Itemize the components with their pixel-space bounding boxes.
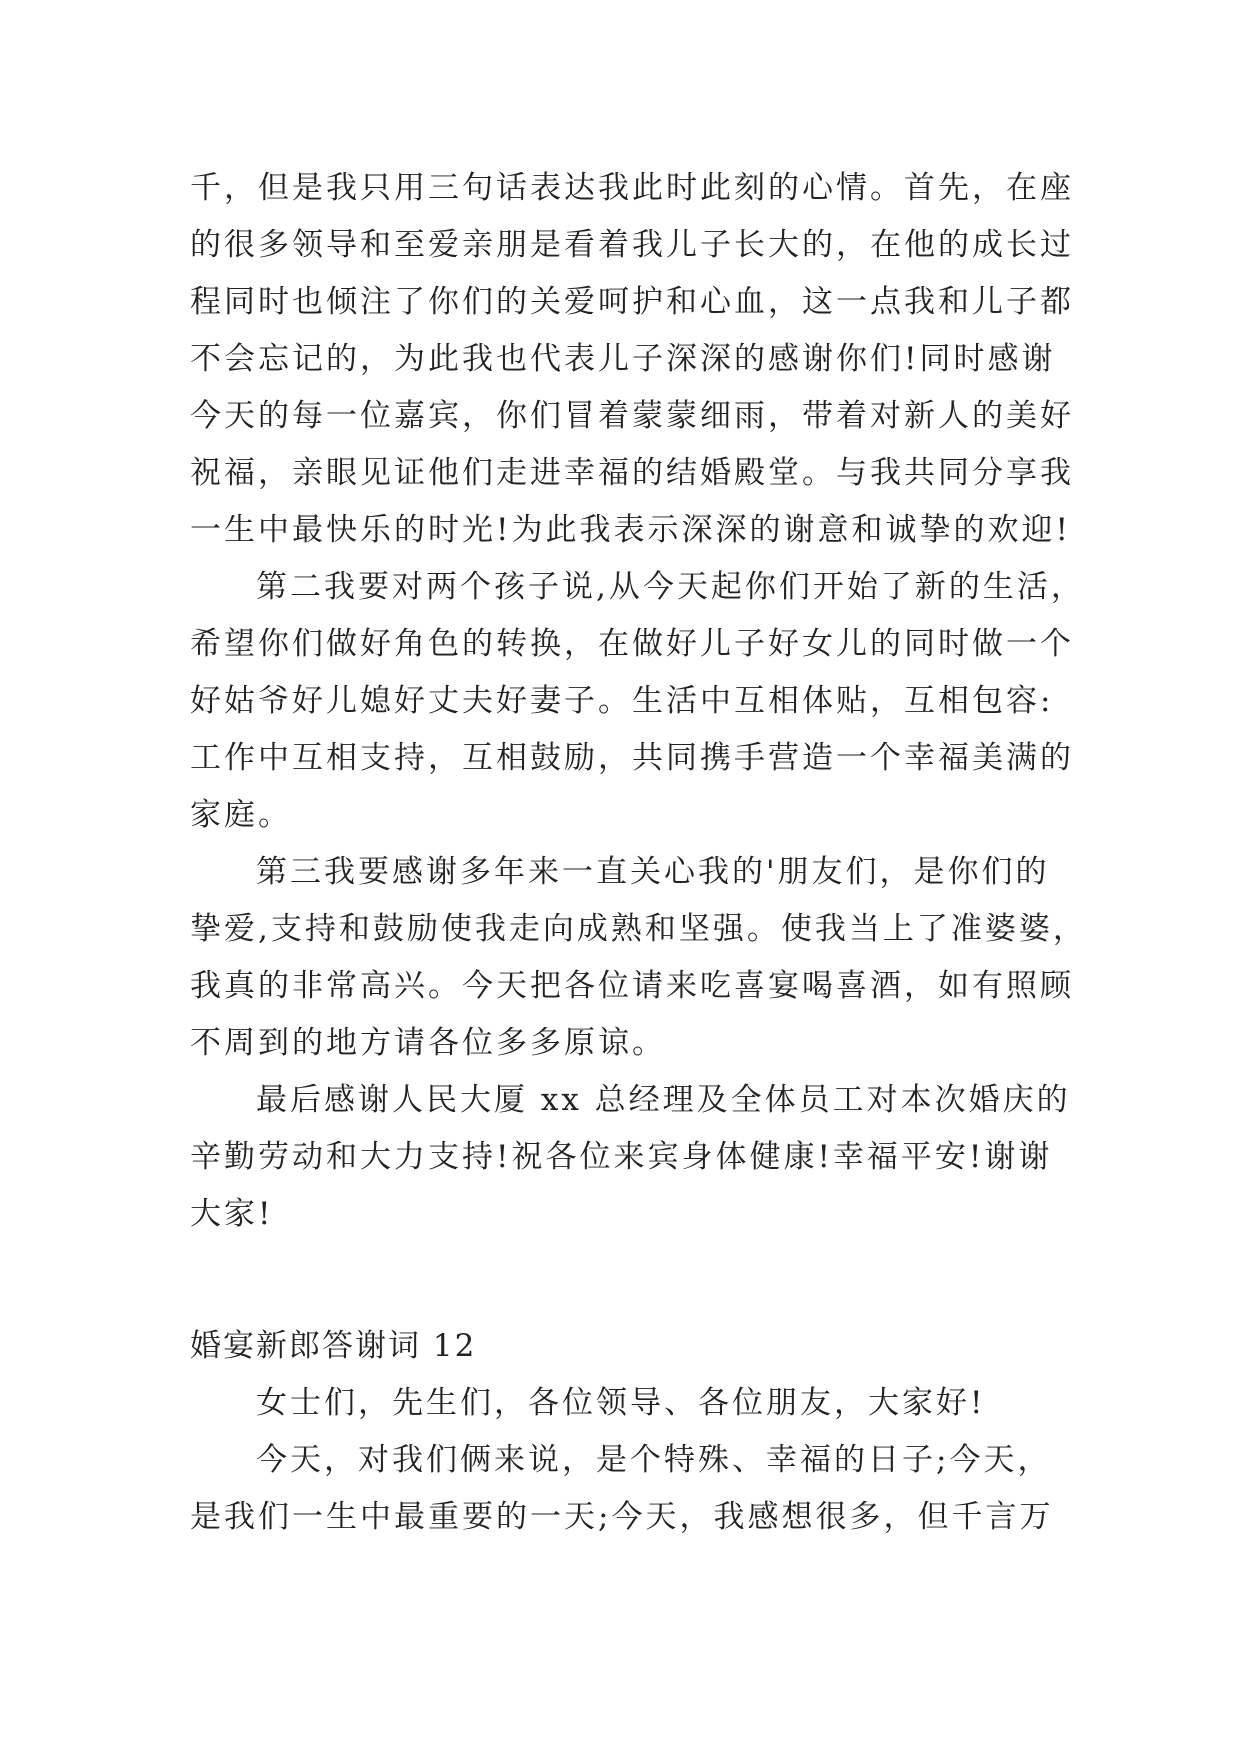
text-line: 今天的每一位嘉宾，你们冒着蒙蒙细雨，带着对新人的美好 [190,398,1074,434]
text-line: 是我们一生中最重要的一天;今天，我感想很多，但千言万 [190,1499,1054,1535]
speech-body [190,160,1087,1243]
section-body [190,1375,1060,1546]
text-line: 千，但是我只用三句话表达我此时此刻的心情。首先，在座 [190,170,1074,206]
text-line: 祝福，亲眼见证他们走进幸福的结婚殿堂。与我共同分享我 [190,455,1074,491]
text-line: 好姑爷好儿媳好丈夫好妻子。生活中互相体贴，互相包容: [190,683,1054,719]
text-line: 最后感谢人民大厦 xx 总经理及全体员工对本次婚庆的 [256,1082,1071,1118]
text-line: 的很多领导和至爱亲朋是看着我儿子长大的，在他的成长过 [190,227,1074,263]
text-line: 第二我要对两个孩子说,从今天起你们开始了新的生活， [256,569,1085,605]
section-heading: 婚宴新郎答谢词 12 [190,1328,477,1364]
text-line: 第三我要感谢多年来一直关心我的'朋友们，是你们的 [256,854,1050,890]
text-line: 程同时也倾注了你们的关爱呵护和心血，这一点我和儿子都 [190,284,1074,320]
text-line: 挚爱,支持和鼓励使我走向成熟和坚强。使我当上了准婆婆， [190,911,1087,947]
text-line: 家庭。 [190,797,292,833]
text-line: 辛勤劳动和大力支持!祝各位来宾身体健康!幸福平安!谢谢 [190,1139,1053,1175]
text-line: 女士们，先生们，各位领导、各位朋友，大家好! [256,1385,986,1421]
text-line: 今天，对我们俩来说，是个特殊、幸福的日子;今天， [256,1442,1052,1478]
text-line: 不会忘记的，为此我也代表儿子深深的感谢你们!同时感谢 [190,341,1056,377]
text-line: 我真的非常高兴。今天把各位请来吃喜宴喝喜酒，如有照顾 [190,968,1074,1004]
text-line: 工作中互相支持，互相鼓励，共同携手营造一个幸福美满的 [190,740,1074,776]
text-line: 不周到的地方请各位多多原谅。 [190,1025,666,1061]
text-line: 一生中最快乐的时光!为此我表示深深的谢意和诚挚的欢迎! [190,512,1071,548]
text-line: 希望你们做好角色的转换，在做好儿子好女儿的同时做一个 [190,626,1074,662]
text-line: 大家! [190,1196,274,1232]
